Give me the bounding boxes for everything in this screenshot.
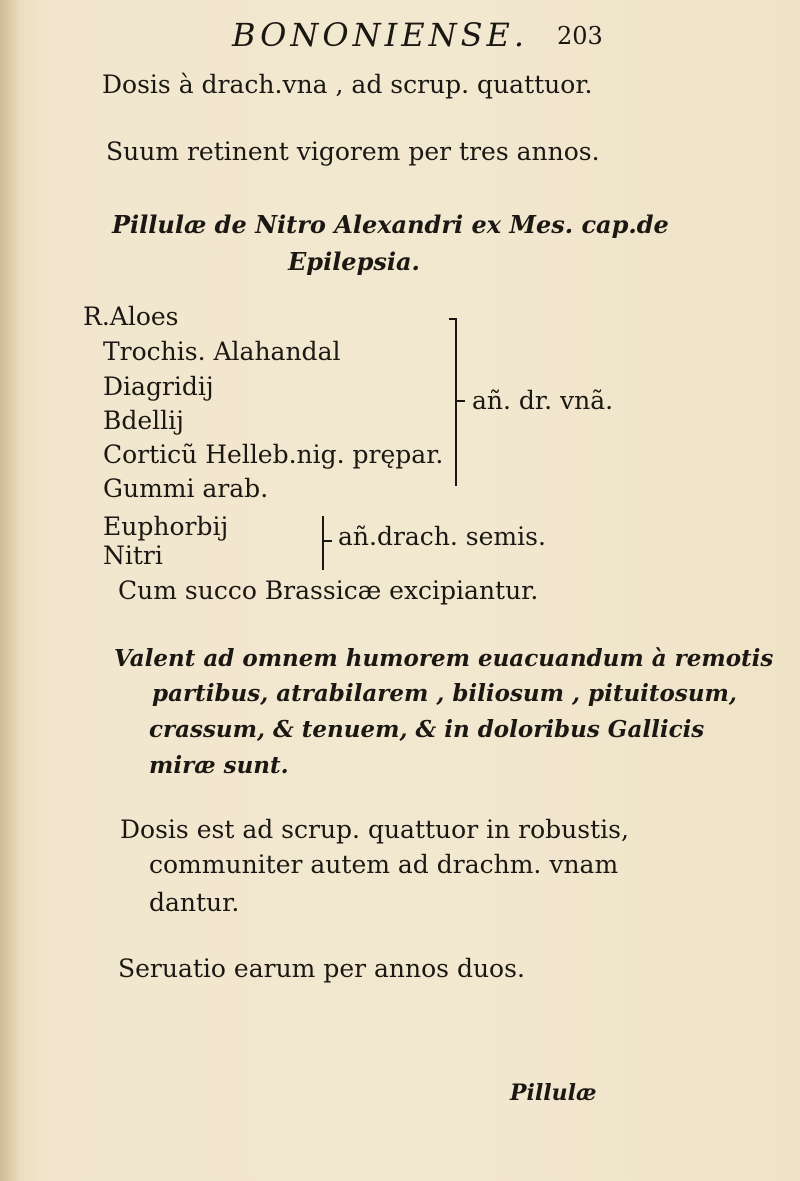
brace-group-2 bbox=[322, 516, 324, 570]
usage-line-2: partibus, atrabilarem , biliosum , pituitosum, bbox=[152, 680, 737, 707]
dose-line: Dosis à drach.vna , ad scrup. quattuor. bbox=[102, 70, 593, 99]
page-number: 203 bbox=[557, 22, 603, 50]
group-2-dose: añ.drach. semis. bbox=[338, 522, 546, 551]
page-gutter bbox=[0, 0, 20, 1181]
brace-tick-middle bbox=[457, 400, 465, 402]
usage-line-4: miræ sunt. bbox=[149, 752, 289, 779]
catchword: Pillulæ bbox=[510, 1080, 597, 1106]
recipe-ingredient: Nitri bbox=[103, 541, 163, 570]
recipe-ingredient: Diagridij bbox=[103, 372, 214, 401]
brace-tick-top bbox=[449, 318, 457, 320]
dose-paragraph-line-1: Dosis est ad scrup. quattuor in robustis, bbox=[120, 815, 629, 844]
preservation-final-line: Seruatio earum per annos duos. bbox=[118, 954, 525, 983]
brace-tick-middle bbox=[324, 540, 332, 542]
recipe-ingredient: Bdellij bbox=[103, 406, 184, 435]
group-1-dose: añ. dr. vnã. bbox=[472, 386, 614, 415]
section-title-line-1: Pillulæ de Nitro Alexandri ex Mes. cap.de bbox=[112, 210, 669, 239]
recipe-ingredient: R.Aloes bbox=[83, 302, 179, 331]
recipe-ingredient: Euphorbij bbox=[103, 512, 229, 541]
recipe-closing: Cum succo Brassicæ excipiantur. bbox=[118, 576, 539, 605]
usage-line-3: crassum, & tenuem, & in doloribus Gallicis bbox=[149, 716, 705, 743]
preservation-line: Suum retinent vigorem per tres annos. bbox=[106, 137, 600, 166]
dose-paragraph-line-2: communiter autem ad drachm. vnam bbox=[149, 850, 619, 879]
recipe-ingredient: Trochis. Alahandal bbox=[103, 337, 341, 366]
brace-group-1 bbox=[455, 318, 457, 486]
dose-paragraph-line-3: dantur. bbox=[149, 888, 240, 917]
usage-line-1: Valent ad omnem humorem euacuandum à remotis bbox=[114, 645, 774, 672]
section-title-line-2: Epilepsia. bbox=[288, 247, 420, 276]
recipe-ingredient: Gummi arab. bbox=[103, 474, 269, 503]
recipe-ingredient: Corticũ Helleb.nig. prępar. bbox=[103, 440, 444, 469]
running-header: BONONIENSE. bbox=[232, 16, 529, 54]
